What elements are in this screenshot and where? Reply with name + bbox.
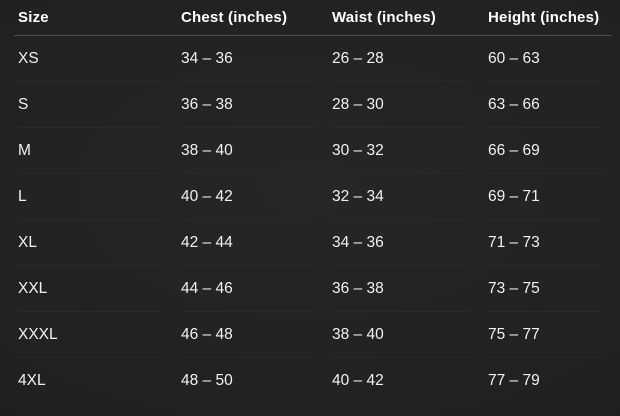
chest-cell: 38 – 40 — [181, 128, 314, 174]
column-header-chest: Chest (inches) — [181, 9, 288, 26]
size-cell: S — [18, 82, 163, 128]
column-header-height: Height (inches) — [488, 9, 600, 26]
waist-cell: 26 – 28 — [332, 36, 470, 82]
table-row — [14, 266, 612, 312]
column-header-size: Size — [18, 9, 49, 26]
waist-cell: 38 – 40 — [332, 312, 470, 358]
size-cell: XS — [18, 36, 163, 82]
size-cell: XL — [18, 220, 163, 266]
table-row — [14, 174, 612, 220]
chest-cell: 42 – 44 — [181, 220, 314, 266]
table-body — [0, 36, 620, 404]
chest-cell: 46 – 48 — [181, 312, 314, 358]
chest-cell: 44 – 46 — [181, 266, 314, 312]
height-cell: 63 – 66 — [488, 82, 602, 128]
table-row — [14, 358, 612, 404]
waist-cell: 36 – 38 — [332, 266, 470, 312]
height-cell: 60 – 63 — [488, 36, 602, 82]
table-row — [14, 36, 612, 82]
table-row — [14, 220, 612, 266]
chest-cell: 48 – 50 — [181, 372, 233, 389]
column-header-waist: Waist (inches) — [332, 9, 436, 26]
size-cell: XXXL — [18, 312, 163, 358]
height-cell: 75 – 77 — [488, 312, 602, 358]
header-row — [14, 0, 612, 36]
size-cell: 4XL — [18, 372, 46, 389]
height-cell: 66 – 69 — [488, 128, 602, 174]
chest-cell: 36 – 38 — [181, 82, 314, 128]
size-cell: XXL — [18, 266, 163, 312]
table-row — [14, 82, 612, 128]
height-cell: 69 – 71 — [488, 174, 602, 220]
height-cell: 71 – 73 — [488, 220, 602, 266]
table-row — [14, 312, 612, 358]
chest-cell: 34 – 36 — [181, 36, 314, 82]
size-cell: L — [18, 174, 163, 220]
height-cell: 73 – 75 — [488, 266, 602, 312]
size-cell: M — [18, 128, 163, 174]
table-row — [14, 128, 612, 174]
waist-cell: 34 – 36 — [332, 220, 470, 266]
waist-cell: 30 – 32 — [332, 128, 470, 174]
waist-cell: 40 – 42 — [332, 372, 384, 389]
height-cell: 77 – 79 — [488, 372, 540, 389]
waist-cell: 28 – 30 — [332, 82, 470, 128]
chest-cell: 40 – 42 — [181, 174, 314, 220]
waist-cell: 32 – 34 — [332, 174, 470, 220]
